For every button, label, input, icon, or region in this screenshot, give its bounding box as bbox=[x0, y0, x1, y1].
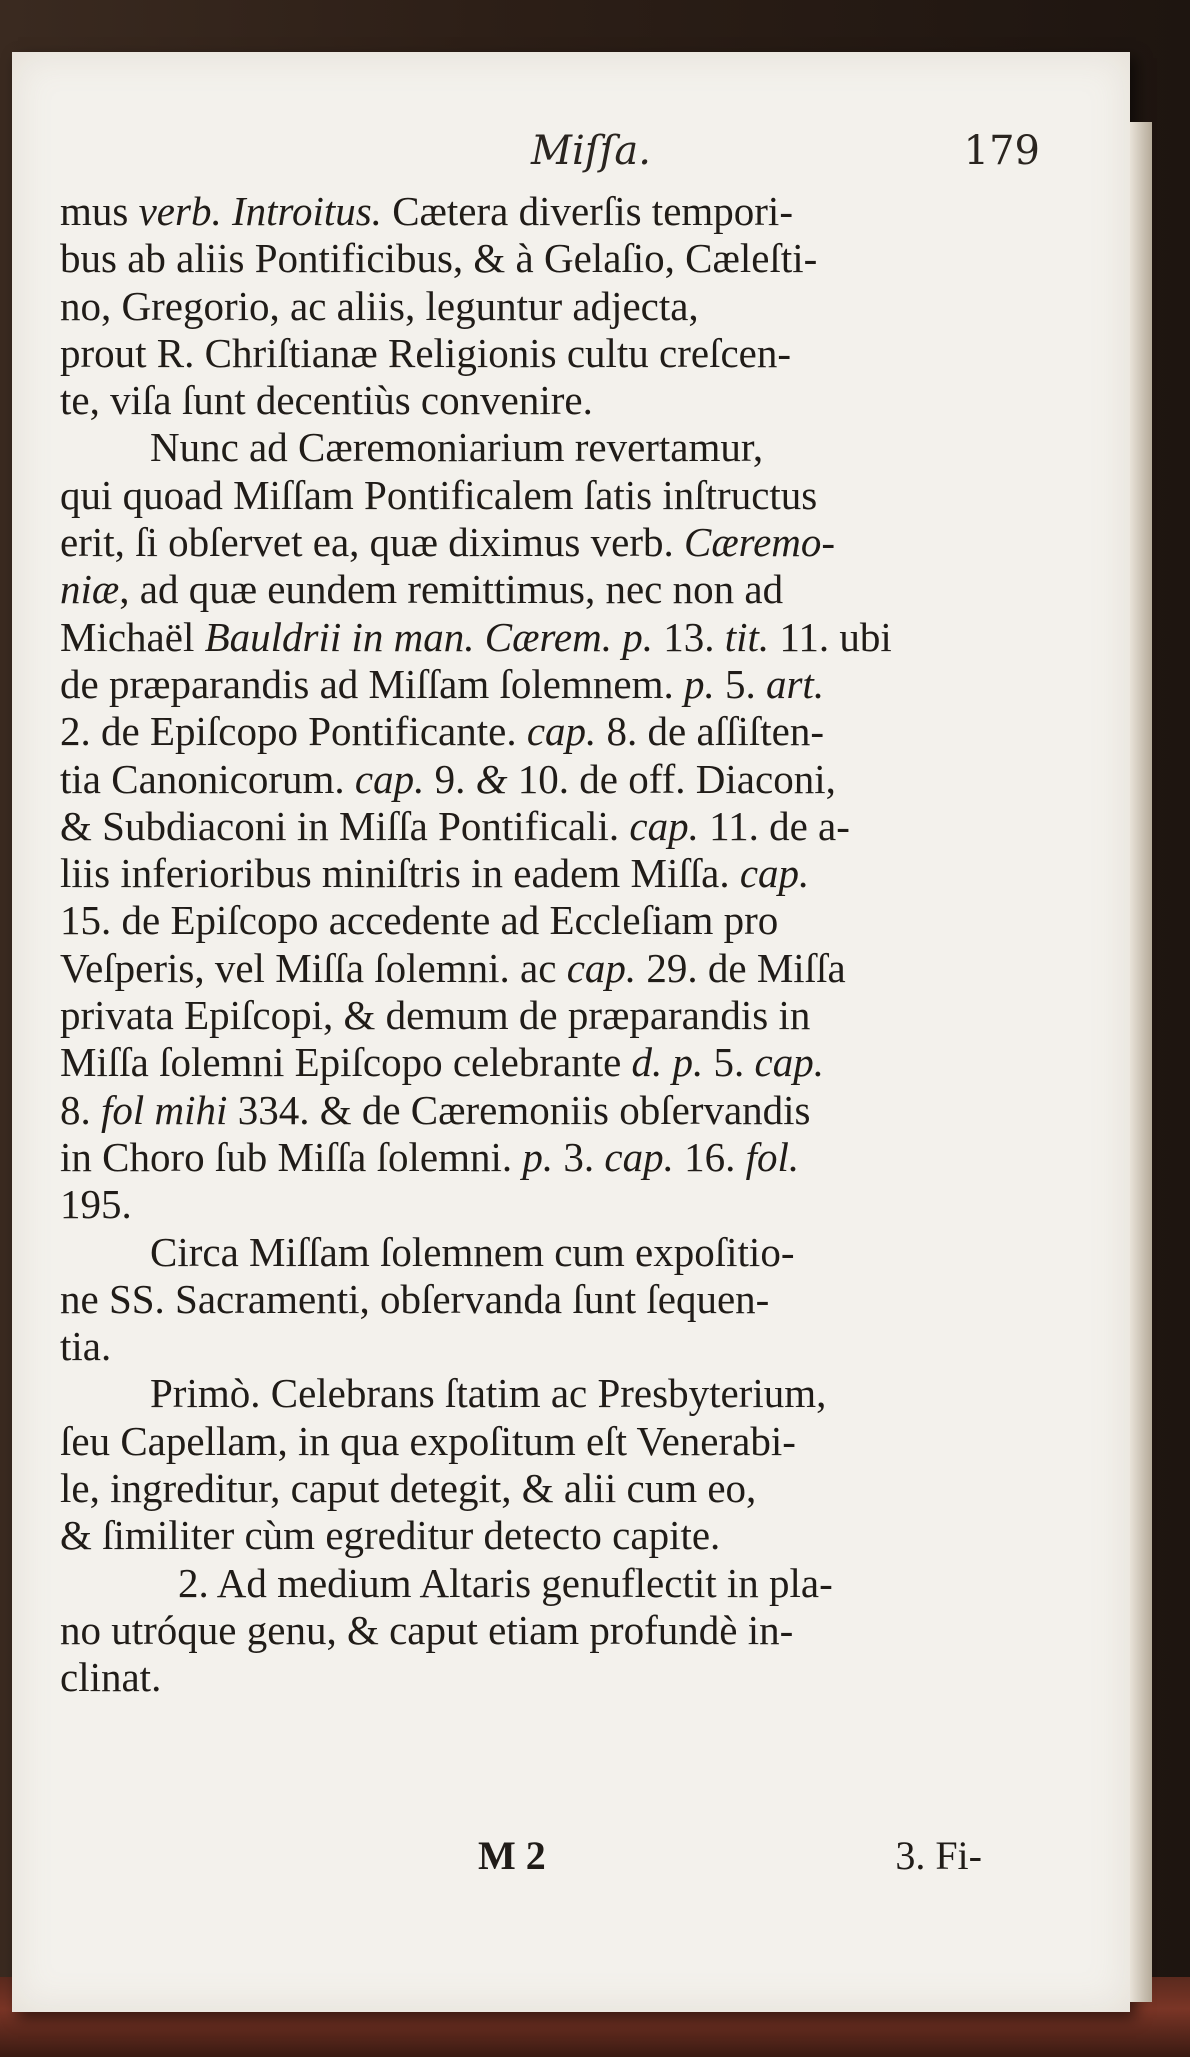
text-line bbox=[60, 188, 980, 235]
text-segment: Michaël bbox=[60, 613, 205, 660]
italic-text: cap. bbox=[566, 944, 637, 991]
text-segment: te, viſa ſunt decentiùs convenire. bbox=[60, 377, 593, 424]
text-segment: & Subdiaconi in Miſſa Pontificali. bbox=[60, 802, 630, 849]
text-segment: prout R. Chriſtianæ Religionis cultu creſcen- bbox=[60, 329, 792, 376]
page-edge-right bbox=[1130, 122, 1152, 2002]
text-segment: mus bbox=[60, 188, 139, 234]
text-line bbox=[60, 708, 980, 755]
text-segment: Cætera diverſis tempori- bbox=[381, 188, 793, 234]
text-segment: ſeu Capellam, in qua expoſitum eſt Venerabi- bbox=[60, 1417, 796, 1464]
text-line bbox=[60, 850, 980, 897]
text-segment: no utróque genu, & caput etiam profundè in- bbox=[60, 1606, 794, 1653]
text-segment: privata Epiſcopi, & demum de præparandis in bbox=[60, 992, 811, 1039]
text-segment: 11. de a- bbox=[698, 802, 850, 849]
text-line bbox=[60, 330, 980, 377]
text-line bbox=[60, 1512, 980, 1559]
text-segment: & ſimiliter cùm egreditur detecto capite. bbox=[60, 1512, 721, 1559]
text-segment: , ad quæ eundem remittimus, nec non ad bbox=[119, 566, 784, 613]
text-line bbox=[60, 1654, 980, 1701]
text-segment: 10. de off. Diaconi, bbox=[507, 755, 836, 802]
text-segment: 195. bbox=[60, 1181, 132, 1228]
text-segment: Miſſa ſolemni Epiſcopo celebrante bbox=[60, 1039, 632, 1086]
body-text bbox=[60, 188, 980, 1702]
text-line bbox=[60, 992, 980, 1039]
text-segment: 29. de Miſſa bbox=[636, 944, 846, 991]
text-segment: erit, ſi obſervet ea, quæ diximus verb. bbox=[60, 519, 684, 566]
text-segment: 5. bbox=[703, 1039, 755, 1086]
text-line bbox=[60, 1134, 980, 1181]
text-line bbox=[60, 519, 980, 566]
text-segment: Nunc ad Cæremoniarium revertamur, bbox=[150, 424, 764, 471]
running-title: Miſſa. bbox=[531, 128, 651, 174]
text-segment: qui quoad Miſſam Pontificalem ſatis inſtructus bbox=[60, 471, 818, 518]
italic-text: cap. bbox=[739, 850, 810, 897]
text-segment: tia Canonicorum. bbox=[60, 755, 355, 802]
italic-text: Cæremo- bbox=[683, 519, 836, 566]
text-line bbox=[60, 424, 980, 471]
text-segment: tia. bbox=[60, 1323, 112, 1370]
italic-text: art. bbox=[765, 660, 825, 707]
text-line bbox=[60, 1323, 980, 1370]
text-segment: 11. ubi bbox=[769, 613, 892, 660]
text-segment: Primò. Celebrans ſtatim ac Presbyterium, bbox=[150, 1370, 827, 1417]
italic-text: cap. bbox=[754, 1039, 824, 1086]
italic-text: cap. bbox=[629, 802, 699, 849]
text-segment: bus ab aliis Pontificibus, & à Gelaſio, Cæleſti- bbox=[60, 235, 818, 282]
text-line bbox=[60, 661, 980, 708]
text-segment: 2. Ad medium Altaris genuflectit in pla- bbox=[178, 1559, 833, 1606]
text-segment: 9. bbox=[424, 755, 476, 802]
italic-text: verb. Introitus. bbox=[138, 188, 382, 234]
text-segment: 16. bbox=[673, 1133, 746, 1180]
text-line bbox=[60, 1607, 980, 1654]
text-segment: in Choro ſub Miſſa ſolemni. bbox=[60, 1133, 523, 1180]
text-line bbox=[60, 756, 980, 803]
text-segment: clinat. bbox=[60, 1654, 162, 1701]
italic-text: cap. bbox=[604, 1133, 674, 1180]
italic-text: cap. bbox=[526, 708, 597, 755]
text-segment: 13. bbox=[652, 613, 725, 660]
italic-text: cap. bbox=[354, 755, 425, 802]
italic-text: fol. bbox=[745, 1133, 800, 1180]
text-line bbox=[60, 1560, 980, 1607]
text-line bbox=[60, 1039, 980, 1086]
italic-text: p. bbox=[683, 660, 715, 707]
text-segment: Circa Miſſam ſolemnem cum expoſitio- bbox=[150, 1228, 795, 1275]
italic-text: Bauldrii in man. Cærem. p. bbox=[204, 613, 653, 660]
text-line bbox=[60, 377, 980, 424]
text-line bbox=[60, 1418, 980, 1465]
text-line bbox=[60, 472, 980, 519]
text-line bbox=[60, 803, 980, 850]
text-segment: de præparandis ad Miſſam ſolemnem. bbox=[60, 660, 684, 707]
catchword: 3. Fi- bbox=[895, 1833, 982, 1878]
text-segment: 334. & de Cæremoniis obſervandis bbox=[227, 1086, 811, 1133]
italic-text: niæ bbox=[60, 566, 120, 613]
text-segment: Veſperis, vel Miſſa ſolemni. ac bbox=[60, 944, 567, 991]
text-line bbox=[60, 1087, 980, 1134]
text-line bbox=[60, 1181, 980, 1228]
text-segment: 8. bbox=[60, 1086, 101, 1133]
text-segment: 8. de aſſiſten- bbox=[596, 708, 824, 755]
text-line bbox=[60, 235, 980, 282]
page-header bbox=[142, 128, 1040, 188]
text-segment: ne SS. Sacramenti, obſervanda ſunt ſequen- bbox=[60, 1275, 770, 1322]
book-page bbox=[12, 52, 1130, 2012]
text-line bbox=[60, 945, 980, 992]
text-line bbox=[60, 1229, 980, 1276]
italic-text: tit. bbox=[724, 613, 770, 660]
text-line bbox=[60, 1465, 980, 1512]
signature-mark: M 2 bbox=[478, 1833, 546, 1878]
italic-text: p. bbox=[522, 1133, 554, 1180]
italic-text: & bbox=[475, 755, 508, 802]
text-segment: liis inferioribus miniſtris in eadem Miſſa. bbox=[60, 850, 740, 897]
text-segment: le, ingreditur, caput detegit, & alii cum eo, bbox=[60, 1465, 757, 1512]
text-line bbox=[60, 1370, 980, 1417]
text-line bbox=[60, 614, 980, 661]
page-footer bbox=[60, 1832, 980, 1892]
italic-text: d. p. bbox=[631, 1039, 704, 1086]
text-segment: no, Gregorio, ac aliis, leguntur adjecta, bbox=[60, 282, 699, 329]
text-line bbox=[60, 1276, 980, 1323]
text-segment: 2. de Epiſcopo Pontificante. bbox=[60, 708, 527, 755]
text-segment: 15. de Epiſcopo accedente ad Eccleſiam pro bbox=[60, 897, 779, 944]
text-segment: 5. bbox=[714, 660, 766, 707]
page-number: 179 bbox=[963, 128, 1040, 174]
italic-text: fol mihi bbox=[101, 1086, 228, 1133]
text-segment: 3. bbox=[553, 1133, 605, 1180]
text-line bbox=[60, 566, 980, 613]
text-line bbox=[60, 283, 980, 330]
text-line bbox=[60, 897, 980, 944]
